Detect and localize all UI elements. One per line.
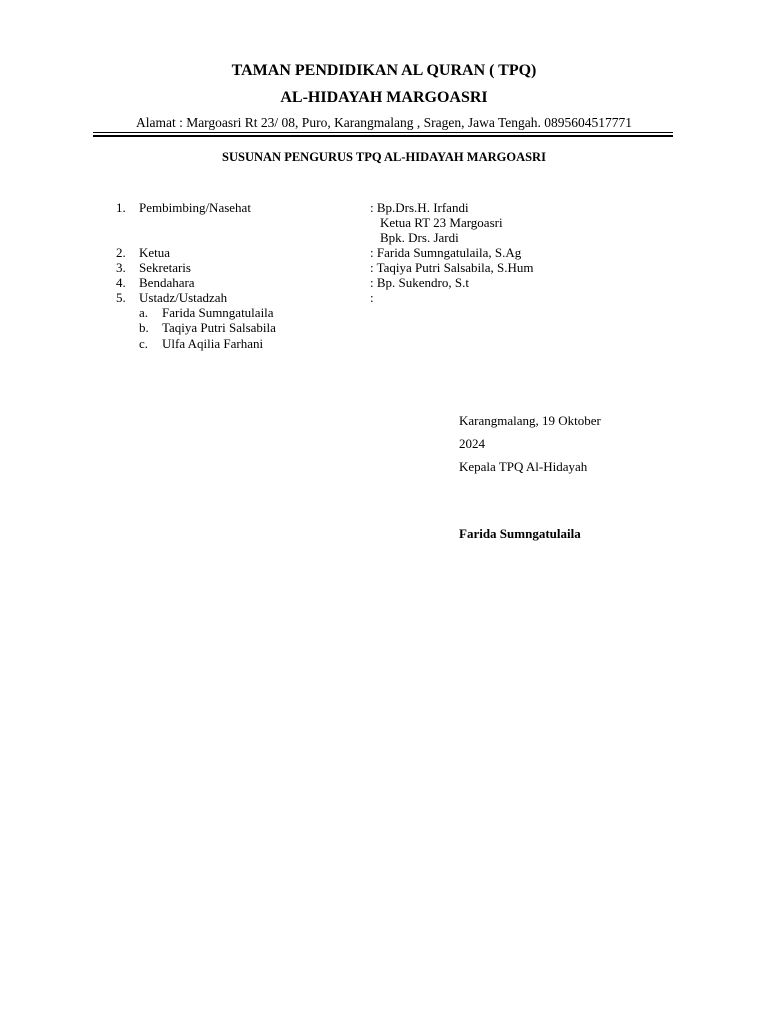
org-title-line1: TAMAN PENDIDIKAN AL QURAN ( TPQ) — [231, 62, 537, 79]
signature-place-date: Karangmalang, 19 Oktober — [459, 413, 601, 428]
sub-item-label: Ulfa Aqilia Farhani — [162, 336, 264, 351]
letterhead-rule-thin — [93, 132, 673, 133]
item-value: : Bp. Sukendro, S.t — [370, 275, 469, 290]
item-label: Ustadz/Ustadzah — [139, 290, 228, 305]
org-address: Alamat : Margoasri Rt 23/ 08, Puro, Karangmalang , Sragen, Jawa Tengah. 0895604517771 — [135, 115, 633, 130]
item-value: : Taqiya Putri Salsabila, S.Hum — [370, 260, 534, 275]
signature-year: 2024 — [459, 436, 485, 451]
item-label: Ketua — [139, 245, 171, 260]
item-value: : Farida Sumngatulaila, S.Ag — [370, 245, 522, 260]
item-number: 5. — [116, 290, 126, 305]
item-number: 2. — [116, 245, 126, 260]
sub-item-label: Taqiya Putri Salsabila — [162, 320, 276, 335]
signature-name: Farida Sumngatulaila — [459, 526, 581, 541]
item-label: Sekretaris — [139, 260, 191, 275]
sub-item-letter: c. — [139, 336, 149, 351]
item-number: 1. — [116, 200, 126, 215]
sub-item-letter: b. — [139, 320, 149, 335]
document-heading: SUSUNAN PENGURUS TPQ AL-HIDAYAH MARGOASRI — [222, 150, 546, 164]
item-number: 3. — [116, 260, 126, 275]
item-value: : Bp.Drs.H. Irfandi — [370, 200, 469, 215]
item-label: Bendahara — [139, 275, 195, 290]
sub-item-letter: a. — [139, 305, 149, 320]
item-number: 4. — [116, 275, 126, 290]
signature-position: Kepala TPQ Al-Hidayah — [459, 459, 588, 474]
item-value-extra: Bpk. Drs. Jardi — [380, 230, 459, 245]
item-value-extra: Ketua RT 23 Margoasri — [380, 215, 503, 230]
item-value: : — [370, 290, 374, 305]
letterhead-rule-thick — [93, 135, 673, 137]
org-title-line2: AL-HIDAYAH MARGOASRI — [280, 89, 488, 106]
item-label: Pembimbing/Nasehat — [139, 200, 251, 215]
sub-item-label: Farida Sumngatulaila — [162, 305, 274, 320]
